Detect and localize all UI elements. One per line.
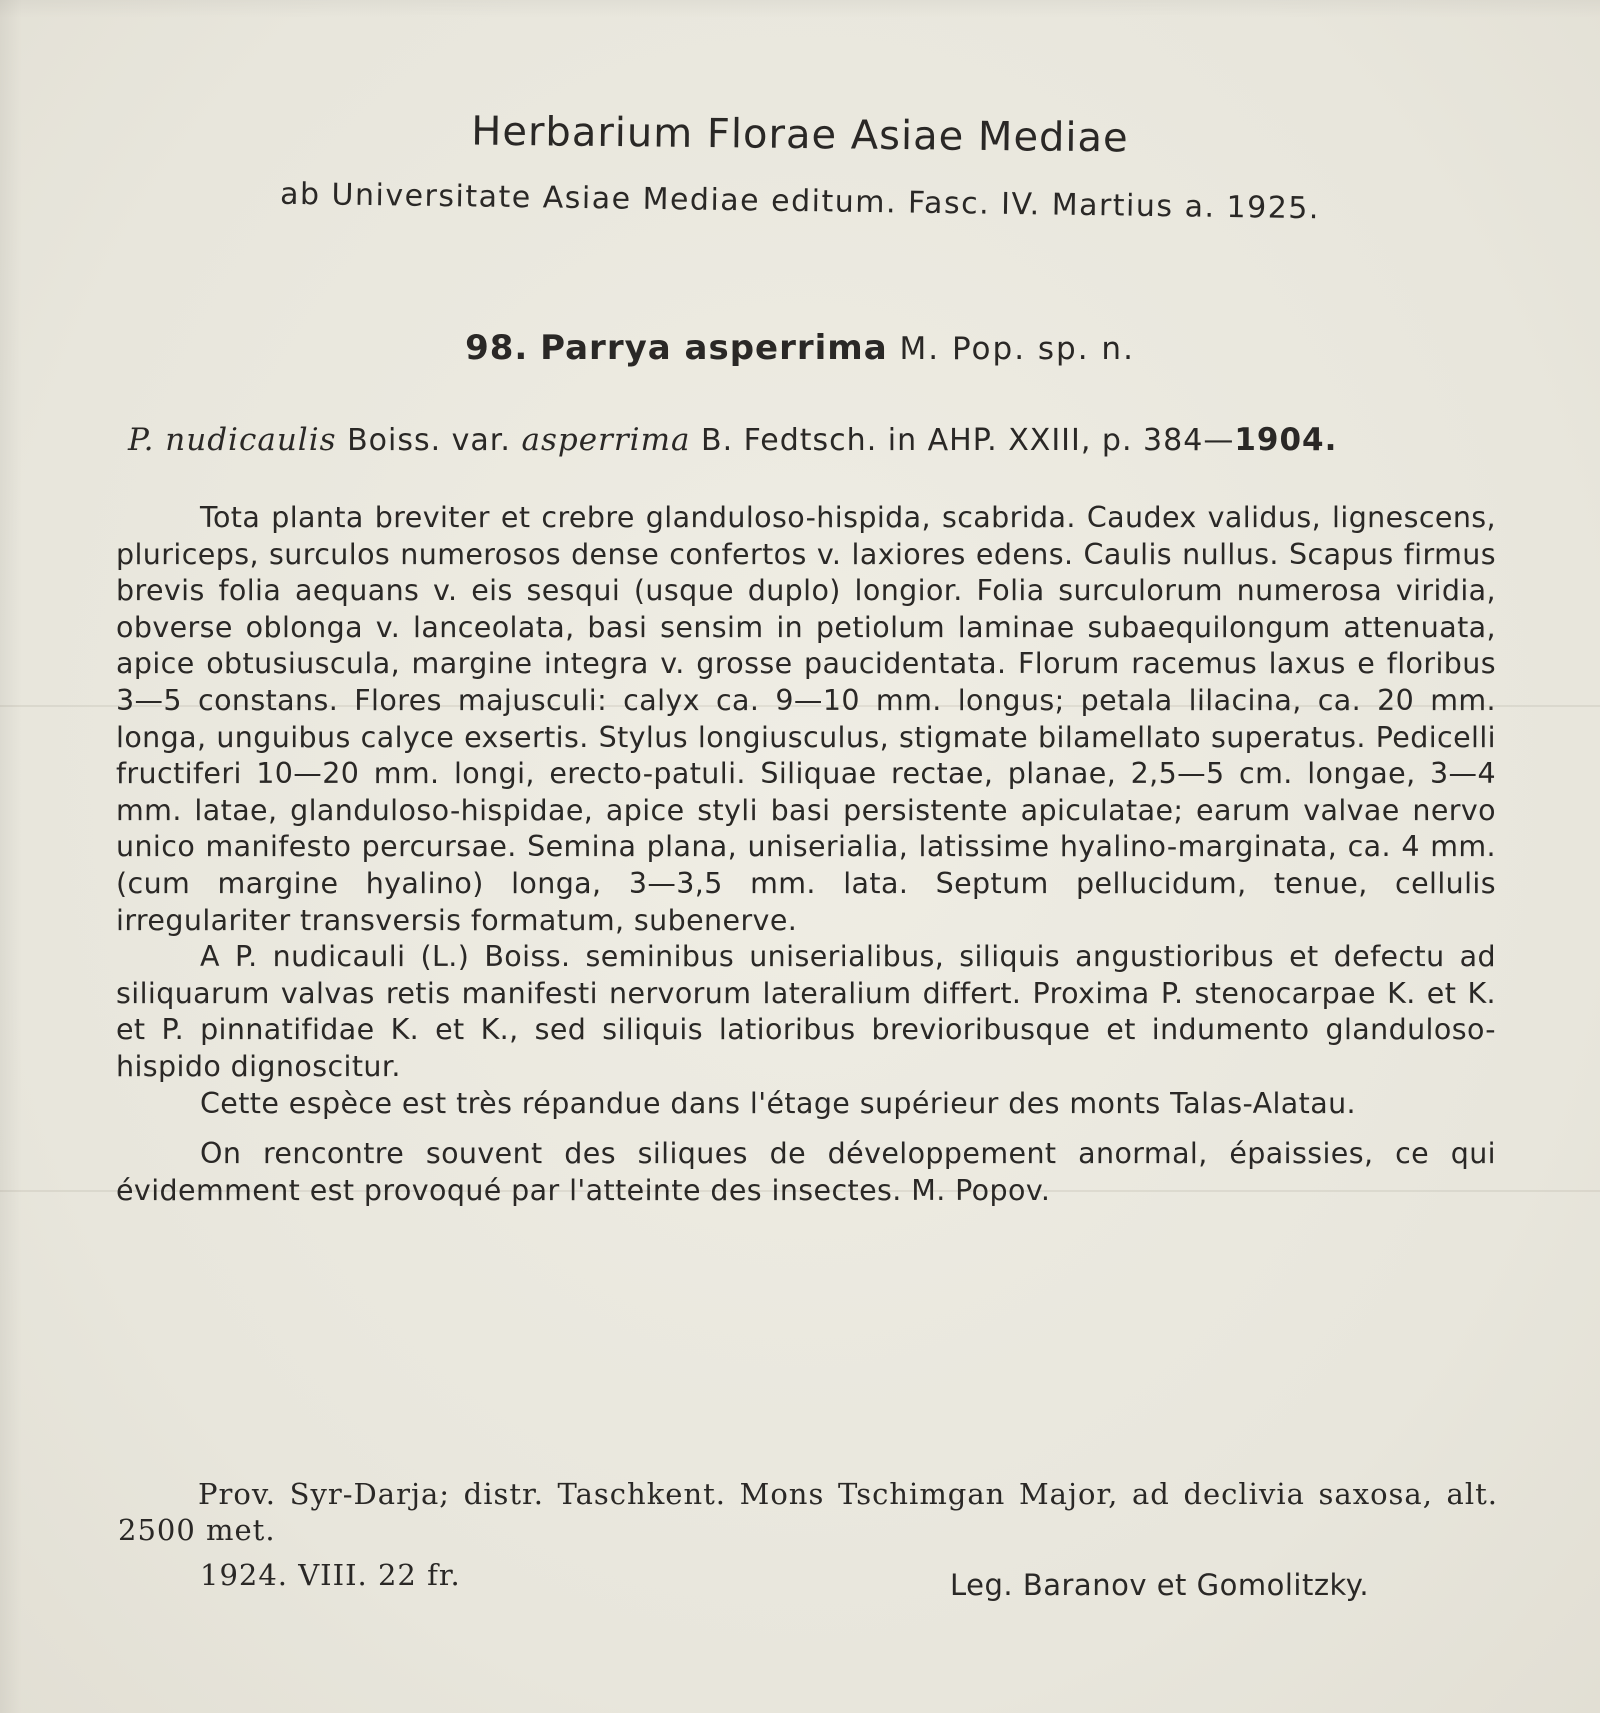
collectors: Leg. Baranov et Gomolitzky. [950,1568,1370,1602]
locality-text: Prov. Syr-Darja; distr. Taschkent. Mons Tschimgan Major, ad declivia saxosa, alt. 2500 met. [118,1477,1498,1547]
description-paragraph: Cette espèce est très répandue dans l'étage supérieur des monts Talas-Alatau. [200,1086,1357,1120]
species-number: 98. [465,328,529,368]
description-paragraph: Tota planta breviter et crebre glanduloso-hispida, scabrida. Caudex validus, lignescens, pluriceps, surculos numerosos dense confertos v. laxiores edens. Caulis nullus. Scapus firmus brevis folia aequans v. eis sesqui (usque duplo) longior. Folia surculorum numerosa viridia, obverse oblonga v. lanceolata, basi sensim in petiolum laminae subaequilongum attenuata, apice obtusiuscula, margine integra v. grosse paucidentata. Florum racemus laxus e floribus 3—5 constans. Flores majusculi: calyx ca. 9—10 mm. longus; petala lilacina, ca. 20 mm. longa, unguibus calyce exsertis. Stylus longiusculus, stigmate bilamellato superatus. Pedicelli fructiferi 10—20 mm. longi, erecto-patuli. Siliquae rectae, planae, 2,5—5 cm. longae, 3—4 mm. latae, glanduloso-hispidae, apice styli basi persistente apiculatae; earum valvae nervo unico manifesto percursae. Semina plana, uniserialia, latissime hyalino-marginata, ca. 4 mm. (cum margine hyalino) longa, 3—3,5 mm. lata. Septum pellucidum, tenue, cellulis irregulariter transversis formatum, subenerve. [116,501,1496,937]
herbarium-subtitle: ab Universitate Asiae Mediae editum. Fasc. IV. Martius a. 1925. [279,176,1321,227]
herbarium-title: Herbarium Florae Asiae Mediae [471,108,1129,162]
locality-block [118,1476,1498,1548]
synonym-species: P. nudicaulis [128,422,337,458]
species-heading [0,328,1600,368]
description-body [116,500,1496,1209]
synonym-text-2: B. Fedtsch. in AHP. XXIII, p. 384— [690,423,1235,458]
synonym-variety: asperrima [521,422,691,458]
synonym-year: 1904. [1234,422,1338,458]
synonym-text-1: Boiss. var. [336,423,522,458]
description-paragraph: On rencontre souvent des siliques de développement anormal, épaissies, ce qui évidemment est provoqué par l'atteinte des insectes. M. Popov. [116,1137,1496,1207]
description-paragraph: A P. nudicauli (L.) Boiss. seminibus uniserialibus, siliquis angustioribus et defectu ad siliquarum valvas retis manifesti nervorum lateralium differt. Proxima P. stenocarpae K. et K. et P. pinnatifidae K. et K., sed siliquis latioribus brevioribusque et indumento glanduloso-hispido dignoscitur. [116,940,1496,1083]
species-name: Parrya asperrima [540,328,888,368]
synonym-line [128,422,1508,458]
collection-date: 1924. VIII. 22 fr. [200,1558,461,1592]
species-author: M. Pop. sp. n. [899,331,1135,367]
